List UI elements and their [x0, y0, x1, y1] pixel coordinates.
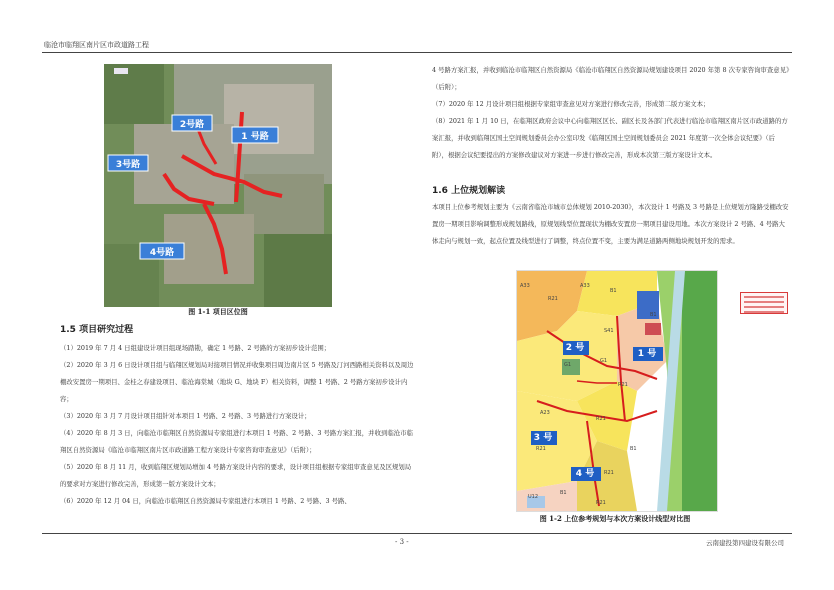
zone-code: G1 — [564, 362, 572, 368]
map2-label-road4: 4 号 — [575, 469, 595, 479]
section-1-6-body — [432, 199, 790, 250]
zone-code: G1 — [600, 358, 608, 364]
map2-label-road1: 1 号 — [637, 349, 657, 359]
paragraph: （6）2020 年 12 月 04 日，向临沧市临翔区自然资源局专家组进行本项目 1 号路、2 号路、3 号路、 — [60, 497, 351, 505]
section-1-5-body — [60, 340, 417, 510]
figure2-caption: 图 1-2 上位参考规划与本次方案设计线型对比图 — [539, 514, 691, 523]
zone-code: B1 — [630, 446, 637, 452]
paragraph: （7）2020 年 12 月设计项目组根据专家组审查意见对方案进行修改完善，形成第二版方案文本； — [432, 100, 710, 108]
map1-label-road3: 3号路 — [115, 160, 141, 170]
zone-code: B1 — [650, 312, 657, 318]
review-stamp — [740, 292, 788, 314]
zone-code: A23 — [540, 410, 550, 416]
paragraph: 本项目上位参考规划主要为《云南省临沧市城市总体规划 2010-2030》，本次设计 1 号路及 3 号路是上位规划方隆路受棚改安置房一期项目影响调整形成规划路线，原规划线型位置现状为棚改安置房一期项目建设用地。本次方案设计 2 号路、4 号路大体走向与规划一致，起点位置及线型进行了调整，终点位置不变，主要为满足道路两侧地块规划开发的需求。 — [432, 203, 789, 245]
paragraph: （1）2019 年 7 月 4 日组建设计项目组现场踏勘，确定 1 号路、2 号路的方案初步设计范围； — [60, 344, 331, 352]
header-rule — [42, 52, 792, 53]
paragraph: （8）2021 年 1 月 10 日，在临翔区政府会议中心向临翔区区长、副区长及各部门代表进行临沧市临翔区南片区市政道路的方案汇报，并收到临翔区国土空间规划委员会办公室印发《临翔区国土空间规划委员会 2021 年度第一次全体会议纪要》（后附），根据会议纪要提出的方案修改建议对方案进一步进行修改完善，形成本次第三版方案设计文本。 — [432, 117, 788, 159]
map1-label-road1: 1 号路 — [241, 132, 269, 142]
section-1-6-heading: 1.6 上位规划解读 — [432, 186, 506, 196]
map2-label-road2: 2 号 — [565, 343, 585, 353]
zone-code: U12 — [528, 494, 539, 500]
section-1-5-heading: 1.5 项目研究过程 — [60, 325, 134, 335]
right-column-continued — [432, 62, 790, 164]
page-header-title: 临沧市临翔区南片区市政道路工程 — [44, 41, 149, 49]
page-number: - 3 - — [395, 538, 409, 546]
zone-code: R21 — [596, 416, 606, 422]
zone-code: R21 — [618, 382, 628, 388]
footer-rule — [42, 533, 792, 534]
zone-code: A33 — [580, 283, 590, 289]
paragraph: （5）2020 年 8 月 11 月，收到临翔区规划局增加 4 号路方案设计内容的要求，设计项目组根据专家组审查意见及区规划局的要求对方案进行修改完善，形成第一版方案设计文本； — [60, 463, 412, 488]
planning-comparison-map — [516, 270, 718, 512]
figure1-caption: 图 1-1 项目区位图 — [188, 307, 248, 316]
map2-label-road3: 3 号 — [533, 433, 553, 443]
zone-code: R21 — [596, 500, 606, 506]
paragraph: （3）2020 年 3 月 7 月设计项目组针对本项目 1 号路、2 号路、3 号路进行方案设计； — [60, 412, 311, 420]
zone-code: A33 — [520, 283, 530, 289]
paragraph: 4 号路方案汇报，并收到临沧市临翔区自然资源局《临沧市临翔区自然资源局规划建设项目 2020 年第 8 次专家咨询审查意见》（后附）； — [432, 66, 790, 91]
paragraph: （2）2020 年 3 月 6 日设计项目组与临翔区规划局对接项目情况并收集项目周边南片区 5 号路及汀河西路相关资料以及周边棚改安置房一期项目、金桂之春建设项目、临沧海棠城（地块 G、地块 F）相关资料，调整 1 号路、2 号路方案初步设计内容； — [60, 361, 414, 403]
map1-labels — [104, 64, 332, 307]
zone-code: R21 — [548, 296, 558, 302]
map1-label-road2: 2号路 — [179, 120, 205, 130]
paragraph: （4）2020 年 8 月 3 日，向临沧市临翔区自然资源局专家组进行本项目 1 号路、2 号路、3 号路方案汇报，并收到临沧市临翔区自然资源局《临沧市临翔区南片区市政道路工程方案设计专家咨询审查意见》（后附）； — [60, 429, 413, 454]
zone-code: B1 — [610, 288, 617, 294]
zone-code: S41 — [604, 328, 614, 334]
zone-code: R21 — [604, 470, 614, 476]
zone-code: B1 — [560, 490, 567, 496]
zone-code: R21 — [536, 446, 546, 452]
footer-company: 云南建投第四建设有限公司 — [706, 539, 784, 547]
map1-label-road4: 4号路 — [149, 248, 175, 258]
